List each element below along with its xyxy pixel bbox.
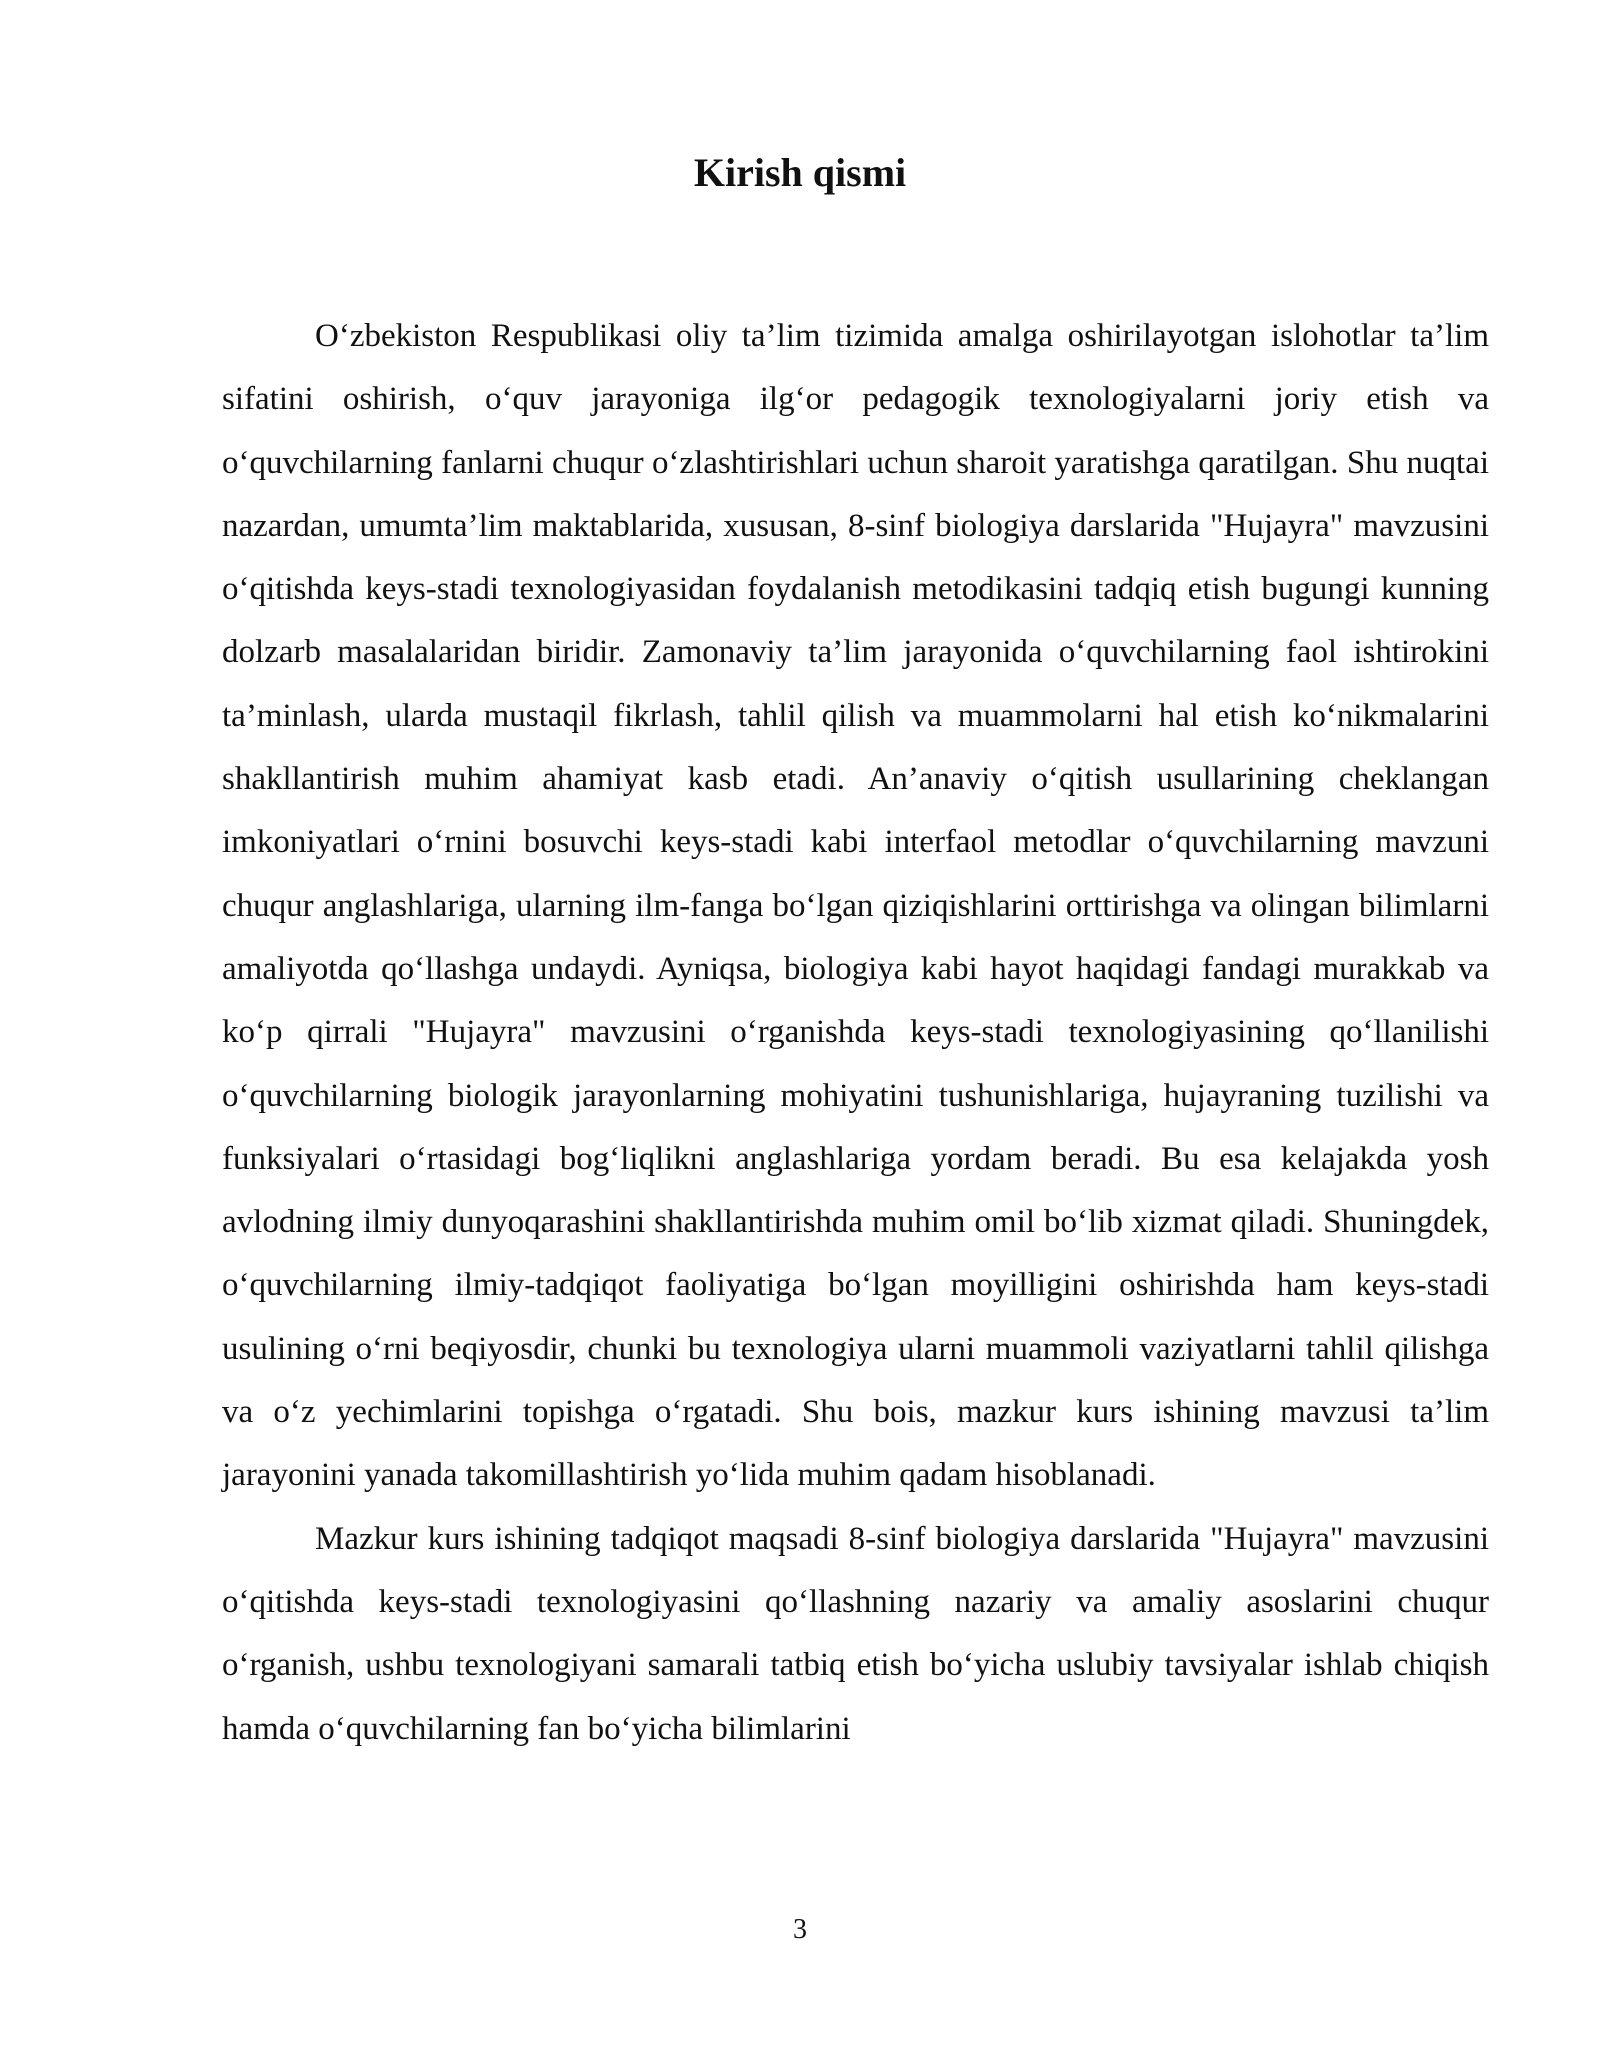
body-text — [222, 305, 1489, 1761]
paragraph-2: Mazkur kurs ishining tadqiqot maqsadi 8-sinf biologiya darslarida "Hujayra" mavzusini o‘qitishda keys-stadi texnologiyasini qo‘llashning nazariy va amaliy asoslarini chuqur o‘rganish, ushbu texnologiyani samarali tatbiq etish bo‘yicha uslubiy tavsiyalar ishlab chiqish hamda o‘quvchilarning fan bo‘yicha bilimlarini — [222, 1520, 1489, 1747]
paragraph-1: O‘zbekiston Respublikasi oliy ta’lim tizimida amalga oshirilayotgan islohotlar ta’lim sifatini oshirish, o‘quv jarayoniga ilg‘or pedagogik texnologiyalarni joriy etish va o‘quvchilarning fanlarni chuqur o‘zlashtirishlari uchun sharoit yaratishga qaratilgan. Shu nuqtai nazardan, umumta’lim maktablarida, xususan, 8-sinf biologiya darslarida "Hujayra" mavzusini o‘qitishda keys-stadi texnologiyasidan foydalanish metodikasini tadqiq etish bugungi kunning dolzarb masalalaridan biridir. Zamonaviy ta’lim jarayonida o‘quvchilarning faol ishtirokini ta’minlash, ularda mustaqil fikrlash, tahlil qilish va muammolarni hal etish ko‘nikmalarini shakllantirish muhim ahamiyat kasb etadi. An’anaviy o‘qitish usullarining cheklangan imkoniyatlari o‘rnini bosuvchi keys-stadi kabi interfaol metodlar o‘quvchilarning mavzuni chuqur anglashlariga, ularning ilm-fanga bo‘lgan qiziqishlarini orttirishga va olingan bilimlarni amaliyotda qo‘llashga undaydi. Ayniqsa, biologiya kabi hayot haqidagi fandagi murakkab va ko‘p qirrali "Hujayra" mavzusini o‘rganishda keys-stadi texnologiyasining qo‘llanilishi o‘quvchilarning biologik jarayonlarning mohiyatini tushunishlariga, hujayraning tuzilishi va funksiyalari o‘rtasidagi bog‘liqlikni anglashlariga yordam beradi. Bu esa kelajakda yosh avlodning ilmiy dunyoqarashini shakllantirishda muhim omil bo‘lib xizmat qiladi. Shuningdek, o‘quvchilarning ilmiy-tadqiqot faoliyatiga bo‘lgan moyilligini oshirishda ham keys-stadi usulining o‘rni beqiyosdir, chunki bu texnologiya ularni muammoli vaziyatlarni tahlil qilishga va o‘z yechimlarini topishga o‘rgatadi. Shu bois, mazkur kurs ishining mavzusi ta’lim jarayonini yanada takomillashtirish yo‘lida muhim qadam hisoblanadi. — [222, 318, 1489, 1494]
page-number: 3 — [793, 1914, 807, 1945]
page-title: Kirish qismi — [693, 150, 907, 195]
